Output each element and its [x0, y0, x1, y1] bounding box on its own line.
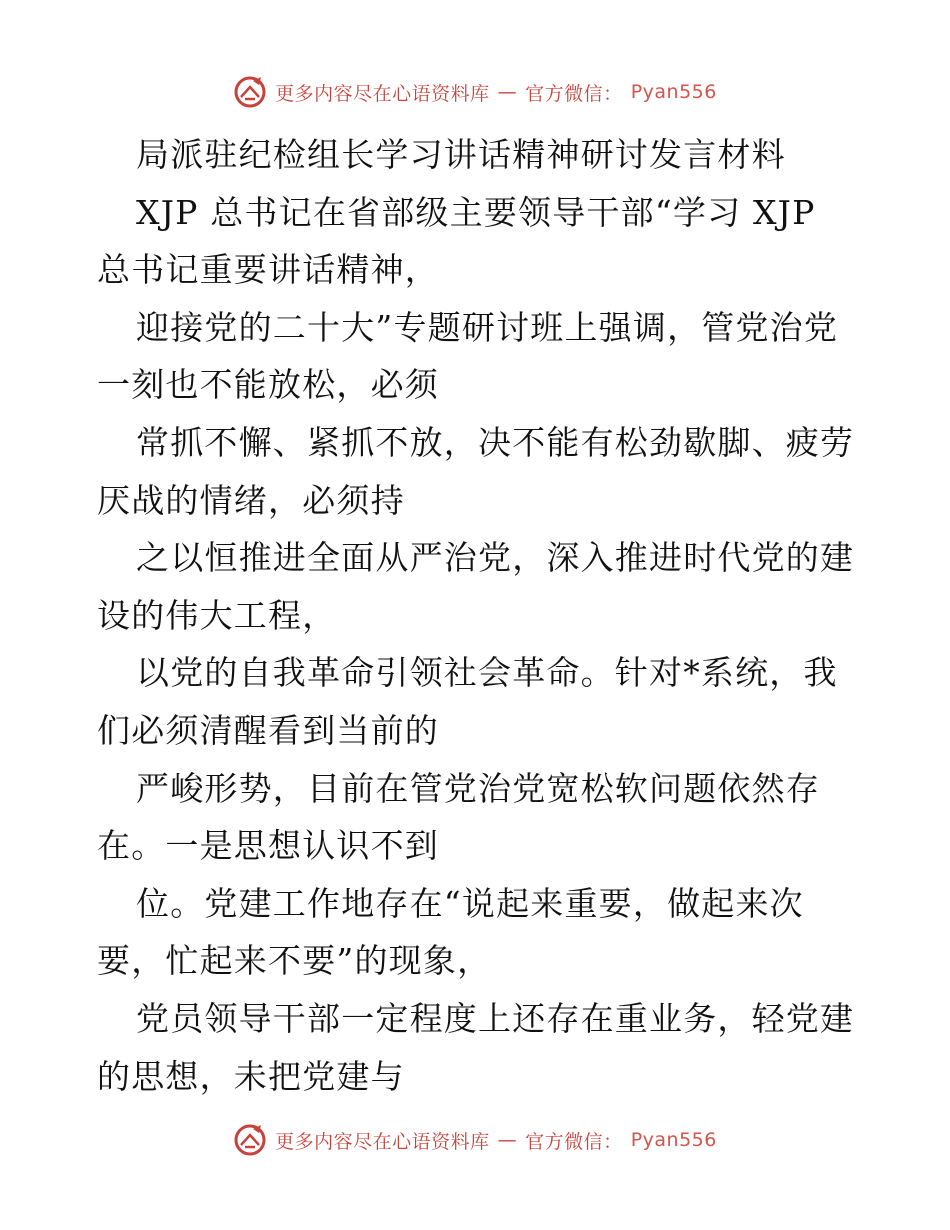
text-line: 迎接党的二十大”专题研讨班上强调，管党治党 [136, 307, 839, 347]
watermark-separator: — [497, 1129, 518, 1151]
text-line: XJP 总书记在省部级主要领导干部“学习 XJP [136, 192, 816, 232]
watermark-main-text: 更多内容尽在心语资料库 [275, 82, 490, 105]
text-line: 厌战的情绪，必须持 [97, 480, 405, 520]
watermark-wechat-id: Pyan556 [630, 81, 717, 103]
text-line: 一刻也不能放松，必须 [97, 365, 439, 405]
text-line: 们必须清醒看到当前的 [97, 710, 439, 750]
text-line: 位。党建工作地存在“说起来重要，做起来次 [136, 883, 804, 923]
watermark-wechat-label: 官方微信： [525, 82, 623, 105]
watermark-main-text: 更多内容尽在心语资料库 [275, 1130, 490, 1153]
text-line: 以党的自我革命引领社会革命。针对*系统，我 [136, 653, 838, 693]
document-body [97, 126, 857, 1105]
text-line: 要，忙起来不要”的现象， [97, 941, 492, 981]
book-pen-logo-icon [233, 1123, 267, 1157]
document-title: 局派驻纪检组长学习讲话精神研讨发言材料 [136, 135, 786, 174]
text-line: 的思想，未把党建与 [97, 1056, 405, 1096]
text-line: 严峻形势，目前在管党治党宽松软问题依然存 [136, 768, 820, 808]
text-line: 之以恒推进全面从严治党，深入推进时代党的建 [136, 538, 855, 578]
watermark-wechat-id: Pyan556 [630, 1129, 717, 1151]
text-line: 常抓不懈、紧抓不放，决不能有松劲歇脚、疲劳 [136, 422, 855, 462]
text-line: 在。一是思想认识不到 [97, 826, 439, 866]
text-line: 总书记重要讲话精神， [97, 250, 439, 290]
watermark-header [0, 72, 950, 112]
book-pen-logo-icon [233, 75, 267, 109]
text-line: 党员领导干部一定程度上还存在重业务，轻党建 [136, 998, 855, 1038]
text-line: 设的伟大工程， [97, 595, 337, 635]
watermark-separator: — [497, 81, 518, 103]
watermark-wechat-label: 官方微信： [525, 1130, 623, 1153]
watermark-footer [0, 1120, 950, 1160]
